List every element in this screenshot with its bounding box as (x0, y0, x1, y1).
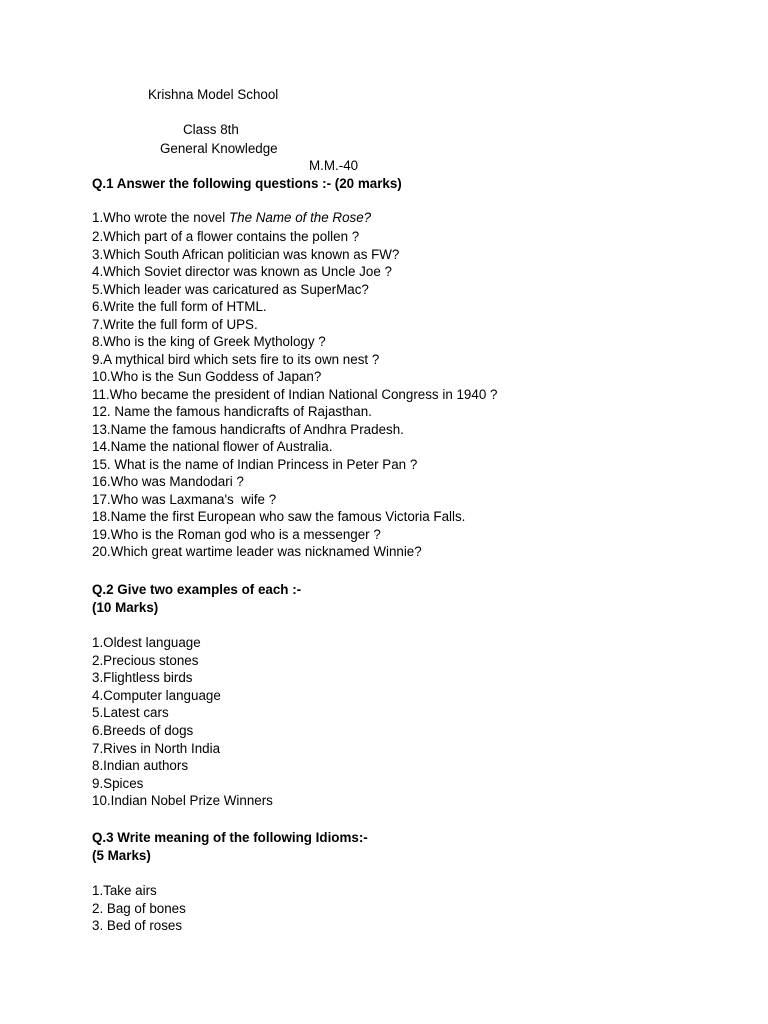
list-item: 2. Bag of bones (92, 900, 186, 916)
q3-item-list (92, 882, 186, 935)
list-item: 6.Write the full form of HTML. (92, 299, 267, 314)
list-item: 5.Latest cars (92, 705, 169, 721)
q2-marks: (10 Marks) (92, 600, 159, 615)
list-item: 7.Write the full form of UPS. (92, 316, 258, 332)
list-item: 14.Name the national flower of Australia. (92, 439, 333, 454)
list-item: 9.Spices (92, 775, 144, 791)
list-item: 3. Bed of roses (92, 918, 183, 934)
q1-question-list (92, 228, 497, 561)
q2-heading: Q.2 Give two examples of each :- (92, 582, 302, 597)
list-item: 10.Indian Nobel Prize Winners (92, 793, 273, 809)
list-item: 10.Who is the Sun Goddess of Japan? (92, 369, 322, 384)
list-item: 3.Flightless birds (92, 670, 193, 686)
class-label: Class 8th (183, 122, 239, 137)
list-item: 19.Who is the Roman god who is a messenger ? (92, 526, 381, 542)
list-item: 11.Who became the president of Indian National Congress in 1940 ? (92, 386, 498, 402)
list-item: 6.Breeds of dogs (92, 722, 194, 738)
q1-item-1-prefix: 1.Who wrote the novel (92, 210, 229, 225)
list-item: 3.Which South African politician was known as FW? (92, 246, 400, 262)
list-item: 1.Oldest language (92, 635, 201, 650)
list-item: 2.Precious stones (92, 652, 199, 668)
q2-item-list (92, 634, 273, 810)
q1-heading: Q.1 Answer the following questions :- (20 marks) (92, 176, 402, 191)
list-item: 7.Rives in North India (92, 740, 221, 756)
list-item: 12. Name the famous handicrafts of Rajasthan. (92, 404, 372, 419)
list-item: 15. What is the name of Indian Princess in Peter Pan ? (92, 456, 418, 472)
list-item: 4.Which Soviet director was known as Uncle Joe ? (92, 264, 392, 279)
list-item: 4.Computer language (92, 687, 221, 703)
q1-item-1-title: The Name of the Rose? (228, 210, 372, 225)
list-item: 5.Which leader was caricatured as SuperMac? (92, 281, 369, 297)
q3-heading: Q.3 Write meaning of the following Idioms:- (92, 830, 368, 845)
list-item: 9.A mythical bird which sets fire to its own nest ? (92, 351, 380, 367)
list-item: 8.Indian authors (92, 758, 189, 774)
list-item: 1.Take airs (92, 883, 157, 898)
subject-label: General Knowledge (160, 141, 278, 156)
max-marks: M.M.-40 (309, 158, 359, 173)
school-name: Krishna Model School (148, 87, 279, 102)
list-item: 17.Who was Laxmana's wife ? (92, 491, 277, 507)
list-item: 13.Name the famous handicrafts of Andhra Pradesh. (92, 421, 404, 437)
list-item: 20.Which great wartime leader was nicknamed Winnie? (92, 544, 422, 559)
list-item: 8.Who is the king of Greek Mythology ? (92, 334, 326, 349)
list-item: 2.Which part of a flower contains the pollen ? (92, 229, 360, 244)
q3-marks: (5 Marks) (92, 848, 151, 863)
list-item: 18.Name the first European who saw the famous Victoria Falls. (92, 509, 466, 524)
q1-item-1 (92, 210, 371, 226)
list-item: 16.Who was Mandodari ? (92, 474, 244, 489)
